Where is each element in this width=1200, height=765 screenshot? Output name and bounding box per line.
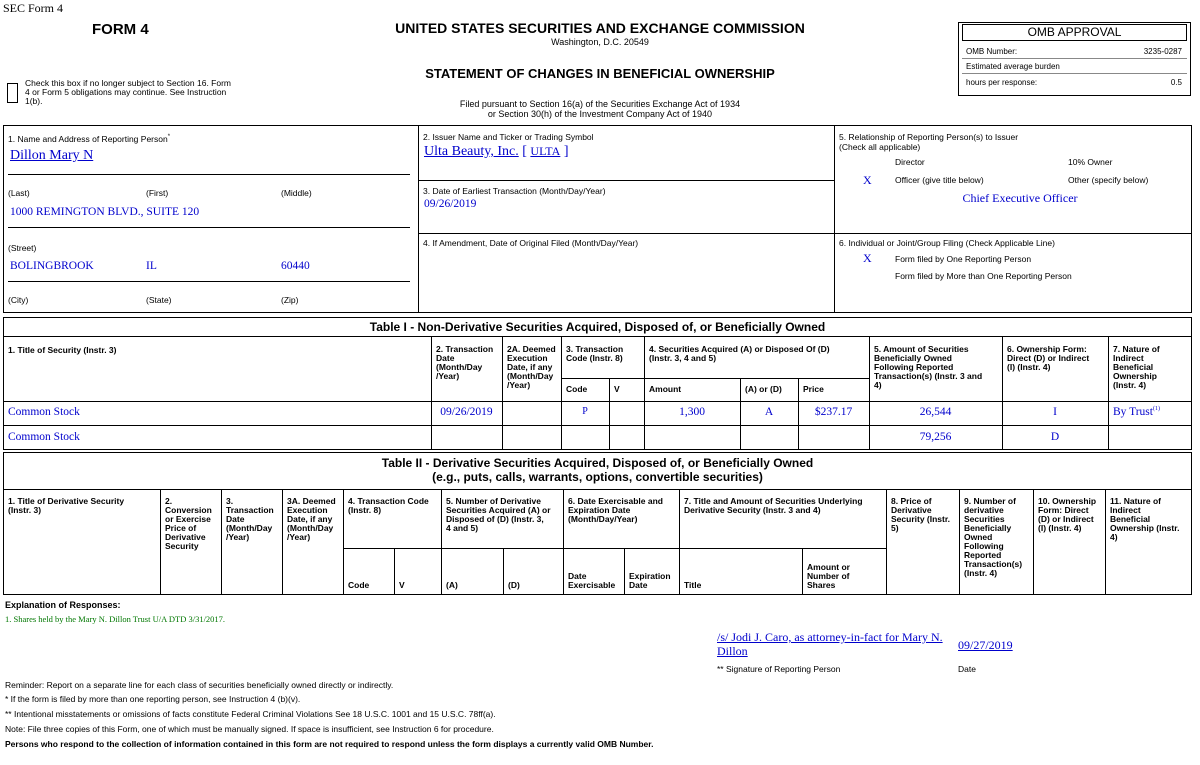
t2-col-ownership-form: 10. Ownership Form: Direct (D) or Indirect (I) (Instr. 4)	[1038, 496, 1097, 533]
signature-date: 09/27/2019	[958, 638, 1013, 652]
t2-sub-date-exercisable: Date Exercisable	[568, 571, 616, 590]
one-person-label: Form filed by One Reporting Person	[895, 254, 1032, 264]
omb-hours-value: 0.5	[1170, 78, 1182, 87]
statement-title: STATEMENT OF CHANGES IN BENEFICIAL OWNERSHIP	[425, 66, 775, 81]
t1-col-amount-owned: 5. Amount of Securities Beneficially Owned Following Reported Transaction(s) (Instr. 3 and 4)	[874, 344, 983, 390]
ticker-link[interactable]: ULTA	[530, 144, 561, 158]
t2-col-underlying: 7. Title and Amount of Securities Underlying Derivative Security (Instr. 3 and 4)	[684, 496, 863, 515]
street-label: (Street)	[8, 243, 37, 253]
filed-pursuant-line2: or Section 30(h) of the Investment Company Act of 1940	[487, 109, 713, 119]
t2-sub-amount-shares: Amount or Number of Shares	[807, 562, 850, 590]
t1-r2-form: D	[1050, 431, 1060, 443]
street-address: 1000 REMINGTON BLVD., SUITE 120	[10, 206, 200, 218]
table1-title: Table I - Non-Derivative Securities Acquired, Disposed of, or Beneficially Owned	[369, 320, 826, 334]
box1-label: 1. Name and Address of Reporting Person*	[8, 134, 171, 144]
omb-title: OMB APPROVAL	[1027, 25, 1122, 39]
t1-sub-v: V	[614, 384, 620, 394]
t1-r1-amount: 1,300	[679, 406, 705, 418]
t1-col-date: 2. Transaction Date (Month/Day /Year)	[436, 344, 494, 381]
reporting-person-name-link[interactable]: Dillon Mary N	[10, 148, 94, 163]
omb-number-value: 3235-0287	[1143, 47, 1182, 56]
filed-pursuant-line1: Filed pursuant to Section 16(a) of the Securities Exchange Act of 1934	[459, 99, 741, 109]
t2-sub-expiration-date: Expiration Date	[629, 571, 671, 590]
t1-r1-nature: By Trust$^{(1)}$	[1113, 406, 1160, 418]
ticker-close-bracket: ]	[563, 144, 569, 159]
t2-col-nature: 11. Nature of Indirect Beneficial Ownership (Instr. 4)	[1110, 496, 1180, 542]
t1-r1-code: P	[582, 406, 588, 417]
t1-sub-price: Price	[803, 384, 824, 394]
first-label: (First)	[146, 188, 169, 198]
issuer-line	[424, 144, 569, 160]
table2-title: Table II - Derivative Securities Acquired, Disposed of, or Beneficially Owned (e.g., puts, calls, warrants, options, convertible securities)	[381, 456, 814, 484]
t1-r1-owned: 26,544	[919, 406, 952, 418]
t1-col-nature: 7. Nature of Indirect Beneficial Ownership (Instr. 4)	[1113, 344, 1160, 390]
t1-r2-title: Common Stock	[8, 431, 80, 443]
t1-r1-a-or-d: A	[764, 406, 774, 418]
t2-col-number-owned: 9. Number of derivative Securities Beneficially Owned Following Reported Transaction(s) (Instr. 4)	[964, 496, 1023, 578]
omb-hours-label: hours per response:	[966, 78, 1038, 87]
t1-r1-footnote-ref: (1)	[1152, 406, 1160, 413]
city-value: BOLINGBROOK	[10, 260, 94, 272]
t2-sub-title: Title	[684, 580, 702, 590]
ten-percent-owner-label: 10% Owner	[1068, 157, 1113, 167]
officer-checkmark: X	[863, 173, 872, 187]
t2-col-price: 8. Price of Derivative Security (Instr. 5)	[891, 496, 951, 533]
omb-burden-label: Estimated average burden	[966, 62, 1060, 71]
agency-location: Washington, D.C. 20549	[551, 37, 649, 47]
officer-label: Officer (give title below)	[895, 175, 984, 185]
t1-col-deemed-date: 2A. Deemed Execution Date, if any (Month/Day /Year)	[507, 344, 556, 390]
zip-value: 60440	[281, 260, 310, 272]
t1-col-title: 1. Title of Security (Instr. 3)	[8, 345, 117, 355]
t1-r1-date: 09/26/2019	[440, 406, 493, 418]
box2-label: 2. Issuer Name and Ticker or Trading Symbol	[423, 132, 594, 142]
reminder-note: Reminder: Report on a separate line for each class of securities beneficially owned directly or indirectly.	[5, 680, 394, 690]
signature-link[interactable]: /s/ Jodi J. Caro, as attorney-in-fact for Mary N. Dillon	[717, 630, 943, 658]
officer-title: Chief Executive Officer	[962, 191, 1078, 205]
reporting-info-section	[3, 125, 1192, 313]
earliest-transaction-date: 09/26/2019	[424, 198, 477, 210]
t1-r2-owned: 79,256	[919, 431, 952, 443]
footer-note-2: ** Intentional misstatements or omissions of facts constitute Federal Criminal Violations See 18 U.S.C. 1001 and 15 U.S.C. 78ff(a).	[5, 709, 496, 719]
footer-note-1: * If the form is filed by more than one reporting person, see Instruction 4 (b)(v).	[5, 694, 301, 704]
t2-sub-v: V	[399, 580, 405, 590]
t2-col-deemed-date: 3A. Deemed Execution Date, if any (Month/Day /Year)	[287, 496, 336, 542]
t2-col-exercisable-expiration: 6. Date Exercisable and Expiration Date (Month/Day/Year)	[568, 496, 663, 524]
footer-note-4: Persons who respond to the collection of information contained in this form are not required to respond unless the form displays a currently valid OMB Number.	[5, 739, 654, 749]
more-persons-label: Form filed by More than One Reporting Person	[895, 271, 1072, 281]
explanation-heading: Explanation of Responses:	[5, 600, 121, 610]
t2-col-transaction-code: 4. Transaction Code (Instr. 8)	[348, 496, 429, 515]
ticker-open-bracket: [	[522, 144, 527, 159]
box4-label: 4. If Amendment, Date of Original Filed (Month/Day/Year)	[423, 238, 639, 248]
t2-col-conversion: 2. Conversion or Exercise Price of Derivative Security	[165, 496, 212, 551]
state-value: IL	[146, 260, 157, 272]
t1-sub-a-or-d: (A) or (D)	[745, 384, 782, 394]
omb-number-label: OMB Number:	[966, 47, 1018, 56]
t1-sub-amount: Amount	[649, 384, 682, 394]
middle-label: (Middle)	[281, 188, 312, 198]
footer-note-3: Note: File three copies of this Form, one of which must be manually signed. If space is insufficient, see Instruction 6 for procedure.	[5, 724, 494, 734]
t1-sub-code: Code	[566, 384, 588, 394]
city-label: (City)	[8, 295, 29, 305]
t2-sub-d: (D)	[508, 580, 520, 590]
t2-col-transaction-date: 3. Transaction Date (Month/Day /Year)	[226, 496, 274, 542]
t2-sub-a: (A)	[446, 580, 458, 590]
t2-col-title: 1. Title of Derivative Security (Instr. 3)	[8, 496, 125, 515]
form-title: FORM 4	[92, 21, 149, 38]
box3-label: 3. Date of Earliest Transaction (Month/Day/Year)	[423, 186, 606, 196]
signature-label: ** Signature of Reporting Person	[717, 664, 841, 674]
date-label: Date	[958, 664, 976, 674]
last-label: (Last)	[8, 188, 30, 198]
box6-label: 6. Individual or Joint/Group Filing (Check Applicable Line)	[839, 238, 1055, 248]
sec-form-label: SEC Form 4	[3, 1, 64, 15]
t2-col-number-derivative: 5. Number of Derivative Securities Acquired (A) or Disposed of (D) (Instr. 3, 4 and 5)	[446, 496, 551, 533]
t1-r1-price: $237.17	[814, 406, 853, 418]
section16-checkbox[interactable]	[7, 83, 18, 103]
issuer-name-link[interactable]: Ulta Beauty, Inc.	[424, 144, 519, 159]
director-label: Director	[895, 157, 925, 167]
t1-r1-form: I	[1053, 406, 1057, 418]
t1-r1-title: Common Stock	[8, 406, 80, 418]
box5-label: 5. Relationship of Reporting Person(s) to Issuer (Check all applicable)	[839, 132, 1019, 152]
t1-col-securities-acquired: 4. Securities Acquired (A) or Disposed Of (D) (Instr. 3, 4 and 5)	[649, 344, 830, 363]
zip-label: (Zip)	[281, 295, 299, 305]
other-label: Other (specify below)	[1068, 175, 1149, 185]
section16-checkbox-label: Check this box if no longer subject to Section 16. Form 4 or Form 5 obligations may continue. See Instruction 1(b).	[25, 78, 231, 106]
footnote-1: 1. Shares held by the Mary N. Dillon Trust U/A DTD 3/31/2017.	[5, 614, 226, 624]
agency-title: UNITED STATES SECURITIES AND EXCHANGE COMMISSION	[395, 20, 805, 36]
t1-col-transaction-code: 3. Transaction Code (Instr. 8)	[566, 344, 624, 363]
one-person-checkmark: X	[863, 251, 872, 265]
state-label: (State)	[146, 295, 172, 305]
t2-sub-code: Code	[348, 580, 370, 590]
t1-col-ownership-form: 6. Ownership Form: Direct (D) or Indirect (I) (Instr. 4)	[1007, 344, 1090, 372]
